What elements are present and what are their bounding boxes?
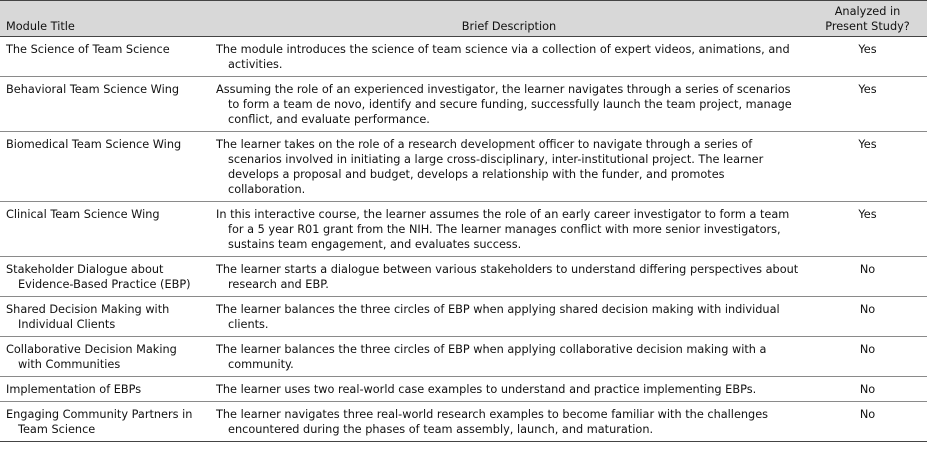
header-row [0, 1, 927, 37]
header-brief-description: Brief Description [210, 1, 808, 37]
analyzed-value: No [859, 383, 876, 396]
module-title: Biomedical Team Science Wing [6, 138, 182, 151]
module-title: Engaging Community Partners in Team Science [6, 408, 193, 436]
module-description: In this interactive course, the learner assumes the role of an early career investigator to form a team for a 5 year R01 grant from the NIH. The learner manages conflict with more senior investigators, sustains team engagement, and evaluates success. [216, 208, 790, 251]
table-row [0, 37, 927, 77]
table-body [0, 37, 927, 442]
table-row [0, 402, 927, 442]
module-title: Clinical Team Science Wing [6, 208, 160, 221]
analyzed-value: Yes [858, 208, 877, 221]
analyzed-value: Yes [858, 43, 877, 56]
table-row [0, 202, 927, 257]
module-description: Assuming the role of an experienced investigator, the learner navigates through a series of scenarios to form a team de novo, identify and secure funding, successfully launch the team project, manage conflict, and evaluate performance. [216, 83, 792, 126]
module-title: Behavioral Team Science Wing [6, 83, 180, 96]
module-description: The learner uses two real-world case examples to understand and practice implementing EBPs. [216, 383, 757, 396]
table-row [0, 77, 927, 132]
module-description: The module introduces the science of team science via a collection of expert videos, animations, and activities. [216, 43, 790, 71]
module-description: The learner balances the three circles of EBP when applying shared decision making with individual clients. [216, 303, 780, 331]
table-row [0, 377, 927, 402]
header-module-title: Module Title [0, 1, 210, 37]
module-description: The learner navigates three real-world research examples to become familiar with the challenges encountered during the phases of team assembly, launch, and maturation. [216, 408, 769, 436]
module-description: The learner takes on the role of a research development officer to navigate through a series of scenarios involved in initiating a large cross-disciplinary, inter-institutional project. The learner develops a proposal and budget, develops a relationship with the funder, and promotes collaboration. [216, 138, 764, 196]
analyzed-value: No [859, 263, 876, 276]
module-title: Implementation of EBPs [6, 383, 142, 396]
table-row [0, 297, 927, 337]
analyzed-value: No [859, 343, 876, 356]
module-title: Shared Decision Making with Individual Clients [6, 303, 170, 331]
module-description: The learner balances the three circles of EBP when applying collaborative decision making with a community. [216, 343, 767, 371]
table-row [0, 257, 927, 297]
analyzed-value: No [859, 303, 876, 316]
module-title: Collaborative Decision Making with Communities [6, 343, 177, 371]
table-row [0, 132, 927, 202]
table-header [0, 1, 927, 37]
table-row [0, 337, 927, 377]
header-analyzed: Analyzed in Present Study? [808, 1, 927, 37]
analyzed-value: Yes [858, 138, 877, 151]
module-title: The Science of Team Science [6, 43, 170, 56]
analyzed-value: Yes [858, 83, 877, 96]
analyzed-value: No [859, 408, 876, 421]
module-description: The learner starts a dialogue between various stakeholders to understand differing perspectives about research and EBP. [216, 263, 799, 291]
module-title: Stakeholder Dialogue about Evidence-Based Practice (EBP) [6, 263, 191, 291]
